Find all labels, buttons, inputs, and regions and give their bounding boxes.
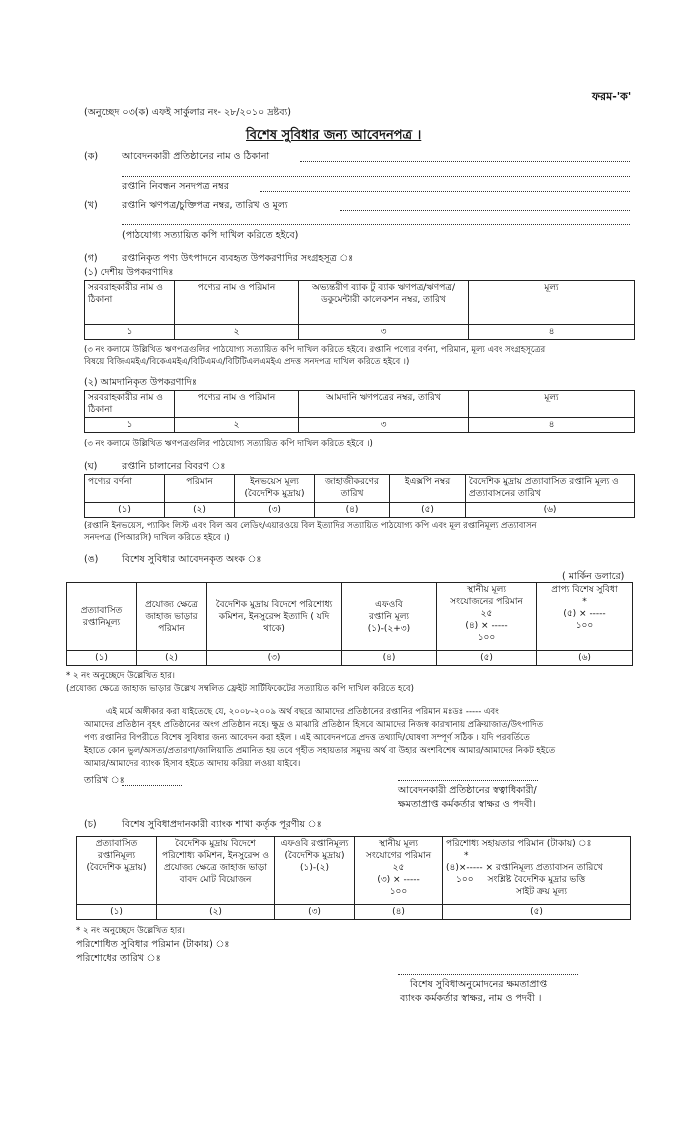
table-header: মূল্য bbox=[469, 281, 635, 325]
lc-label: রপ্তানি ঋণপত্র/চুক্তিপত্র নম্বর, তারিখ ও মূল্য bbox=[122, 200, 288, 211]
fob-sub: রপ্তানি মূল্য bbox=[368, 611, 410, 622]
table-header: প্রত্যাবাসিত রপ্তানিমূল্য (বৈদেশিক মুদ্রায়) bbox=[77, 837, 157, 905]
materials-heading: রপ্তানিকৃত পণ্য উৎপাদনে ব্যবহৃত উপকরণাদির সংগ্রহসূত্র ঃ bbox=[122, 253, 354, 264]
bank-heading: বিশেষ সুবিধাপ্রদানকারী ব্যাংক শাখা কর্তৃক পূরণীয় ঃ bbox=[122, 819, 322, 830]
table-header: সরবরাহকারীর নাম ও ঠিকানা bbox=[85, 391, 175, 418]
bank-sign-line-2: ব্যাংক কর্মকর্তার স্বাক্ষর, নাম ও পদবী । bbox=[400, 993, 542, 1004]
declaration-line-1: এই মর্মে অঙ্গীকার করা যাইতেছে যে, ২০০৮-২০০৯ অর্থ বছরে আমাদের প্রতিষ্ঠানের রপ্তানির পরিমান মঃডঃ ----- এবং bbox=[106, 707, 499, 717]
table-header bbox=[355, 837, 443, 905]
table-cell[interactable]: (৬) bbox=[537, 651, 633, 666]
local-value-den: ১০০ bbox=[477, 633, 496, 643]
bank-payable-formula: (৪)×----- × রপ্তানিমূল্য প্রত্যাবাসন তারিখে bbox=[446, 863, 603, 873]
table-cell[interactable]: ৩ bbox=[299, 325, 469, 340]
local-value-sub: সংযোজনের পরিমান bbox=[450, 597, 523, 607]
local-materials-table bbox=[84, 280, 635, 340]
table-cell[interactable]: (২) bbox=[157, 905, 275, 920]
table-header: সরবরাহকারীর নাম ও ঠিকানা bbox=[85, 281, 175, 325]
payment-date-label: পরিশোধের তারিখ ঃ bbox=[76, 953, 161, 964]
page-title: বিশেষ সুবিধার জন্য আবেদনপত্র । bbox=[246, 128, 422, 143]
table-header: পণ্যের নাম ও পরিমান bbox=[175, 281, 299, 325]
imported-materials-heading: (২) আমদানিকৃত উপকরণাদিঃ bbox=[84, 377, 197, 388]
applicant-name-label: আবেদনকারী প্রতিষ্ঠানের নাম ও ঠিকানা bbox=[122, 151, 270, 162]
section-umo-mark: (ঙ) bbox=[84, 554, 99, 565]
currency-note: ( মার্কিন ডলারে) bbox=[562, 571, 625, 582]
table-header: অভ্যন্তরীণ ব্যাক টু ব্যাক ঋণপত্র/ঋণপত্র/ডকুমেন্টারী কালেকশন নম্বর, তারিখ bbox=[299, 281, 469, 325]
bank-payable-label: পরিশোধ্য সহায়তার পরিমান (টাকায়) ঃ bbox=[446, 839, 592, 849]
bank-fob-label: এফওবি রপ্তানিমূল্য bbox=[280, 839, 349, 849]
local-value-label: স্থানীয় মূল্য bbox=[467, 585, 506, 595]
form-label: ফরম-'ক' bbox=[592, 90, 632, 103]
lc-field-2[interactable] bbox=[122, 224, 630, 225]
shipment-heading: রপ্তানি চালানের বিবরণ ঃ bbox=[122, 461, 226, 472]
table-cell[interactable]: (৪) bbox=[315, 503, 390, 518]
table-cell[interactable]: (৩) bbox=[275, 905, 355, 920]
table-header: বৈদেশিক মুদ্রায় বিদেশে পরিশোধ্য কমিশন, ইনসুরেন্স ও প্রযোজ্য ক্ষেত্রে জাহাজ ভাড়া বাবদ মোট বিয়োজন bbox=[157, 837, 275, 905]
paid-amount-label: পরিশোধিত সুবিধার পরিমান (টাকায়) ঃ bbox=[76, 939, 230, 950]
bank-table bbox=[76, 836, 631, 920]
table-cell[interactable]: (১) bbox=[77, 905, 157, 920]
table-header: প্রযোজ্য ক্ষেত্রে জাহাজ ভাড়ার পরিমান bbox=[137, 583, 207, 651]
lc-note: (পাঠযোগ্য সত্যায়িত কপি দাখিল করিতে হইবে) bbox=[122, 230, 299, 241]
table-cell[interactable]: ৪ bbox=[469, 418, 635, 433]
table-cell[interactable]: (১) bbox=[67, 651, 137, 666]
table-header bbox=[537, 583, 633, 651]
applicant-name-field[interactable] bbox=[300, 161, 630, 162]
table-header: বৈদেশিক মুদ্রায় প্রত্যাবাসিত রপ্তানি মূল্য ও প্রত্যাবাসনের তারিখ bbox=[466, 475, 635, 503]
bank-payable-den: ১০০ bbox=[456, 875, 474, 885]
section-gha-mark: (ঘ) bbox=[84, 461, 98, 472]
table-cell[interactable]: ২ bbox=[175, 325, 299, 340]
declaration-line-5: আমার/আমাদের ব্যাংক হিসাব হইতে আদায় করিয়া লওয়া যাইবে। bbox=[84, 759, 301, 769]
date-field[interactable] bbox=[122, 785, 182, 786]
bank-local-num: ২৫ bbox=[392, 863, 405, 873]
applicant-sign-line-1: আবেদনকারী প্রতিষ্ঠানের স্বত্বাধিকারী/ bbox=[398, 785, 537, 796]
bank-payable-rate-2: সাইট ক্রয় মূল্য bbox=[516, 887, 568, 897]
table-cell[interactable]: (৪) bbox=[355, 905, 443, 920]
table-cell[interactable]: (২) bbox=[165, 503, 235, 518]
table-cell[interactable]: ৩ bbox=[299, 418, 469, 433]
applicant-name-field-2[interactable] bbox=[122, 176, 630, 177]
table-header: বৈদেশিক মুদ্রায় বিদেশে পরিশোধ্য কমিশন, ইনসুরেন্স ইত্যাদি ( যদি থাকে) bbox=[207, 583, 342, 651]
table-cell[interactable]: (১) bbox=[85, 503, 165, 518]
table-cell[interactable]: (৫) bbox=[437, 651, 537, 666]
shipment-note-2: সনদপত্র (পিআরসি) দাখিল করিতে হইবে ।) bbox=[84, 533, 230, 543]
export-reg-label: রপ্তানি নিবন্ধন সনদপত্র নম্বর bbox=[122, 181, 229, 192]
table-header: ইনভয়েস মূল্য (বৈদেশিক মুদ্রায়) bbox=[235, 475, 315, 503]
table-header: জাহাজীকরণের তারিখ bbox=[315, 475, 390, 503]
lc-field[interactable] bbox=[340, 210, 630, 211]
table-cell[interactable]: ৪ bbox=[469, 325, 635, 340]
table-cell[interactable]: ১ bbox=[85, 325, 175, 340]
bank-local-den: ১০০ bbox=[389, 887, 408, 897]
bank-local-sub: সংযোগের পরিমান bbox=[365, 851, 432, 861]
table-cell[interactable]: ২ bbox=[175, 418, 299, 433]
bank-sign-line-1: বিশেষ সুবিধাঅনুমোদনের ক্ষমতাপ্রাপ্ত bbox=[410, 979, 548, 990]
table-header: আমদানি ঋণপত্রের নম্বর, তারিখ bbox=[299, 391, 469, 418]
table-header: পণ্যের বর্ণনা bbox=[85, 475, 165, 503]
declaration-line-4: ইহাতে কোন ভুল/অসত্য/প্রতারণা/জালিয়াতি প্রমানিত হয় তবে গৃহীত সহায়তার সমুদয় অর্থ বা উহার অংশবিশেষ আমার/আমাদের নিকট হইতে bbox=[84, 746, 556, 756]
local-materials-note-2: বিষয়ে বিজিএমইএ/বিকেএমইএ/বিটিএমএ/বিটিটিএলএমইএ প্রদত্ত সনদপত্র দাখিল করিতে হইবে ।) bbox=[84, 357, 410, 367]
shipment-table bbox=[84, 474, 635, 518]
table-header: পরিমান bbox=[165, 475, 235, 503]
table-header bbox=[437, 583, 537, 651]
section-ka-mark: (ক) bbox=[84, 151, 99, 162]
table-header: ইএক্সপি নম্বর bbox=[390, 475, 466, 503]
table-cell[interactable]: (৬) bbox=[466, 503, 635, 518]
table-cell[interactable]: (৫) bbox=[390, 503, 466, 518]
applicant-sign-line-2: ক্ষমতাপ্রাপ্ত কর্মকর্তার স্বাক্ষর ও পদবী। bbox=[398, 799, 536, 810]
benefit-label: প্রাপ্য বিশেষ সুবিধা bbox=[551, 585, 618, 595]
section-kha-mark: (খ) bbox=[84, 200, 98, 211]
local-materials-heading: (১) দেশীয় উপকরণাদিঃ bbox=[84, 267, 174, 278]
table-header: পণ্যের নাম ও পরিমান bbox=[175, 391, 299, 418]
bank-payable-rate: সংশ্লিষ্ট বৈদেশিক মুদ্রার ভত্তি bbox=[487, 875, 586, 885]
table-cell[interactable]: (৩) bbox=[235, 503, 315, 518]
claim-heading: বিশেষ সুবিধার আবেদনকৃত অংক ঃ bbox=[122, 554, 262, 565]
bank-local-formula: (৩) × ----- bbox=[377, 875, 420, 885]
benefit-star: * bbox=[582, 597, 587, 607]
shipment-note-1: (রপ্তানি ইনভয়েস, প্যাকিং লিস্ট এবং বিল অব লেডিং/এয়ারওয়ে বিল ইত্যাদির সত্যায়িত পাঠযোগ্য কপি এবং মূল রপ্তানিমূল্য প্রত্যাবাসন bbox=[84, 521, 537, 531]
table-header bbox=[275, 837, 355, 905]
table-header: প্রত্যাবাসিত রপ্তানিমূল্য bbox=[67, 583, 137, 651]
bank-local-label: স্থানীয় মূল্য bbox=[379, 839, 418, 849]
section-cha-mark: (চ) bbox=[84, 819, 97, 830]
table-cell[interactable]: (২) bbox=[137, 651, 207, 666]
imported-materials-table bbox=[84, 390, 635, 433]
date-label: তারিখ ঃ bbox=[84, 775, 125, 786]
reference-text: (অনুচ্ছেদ ০৩(ক) এফই সার্কুলার নং- ২৮/২০১০ দ্রষ্টব্য) bbox=[84, 107, 291, 118]
local-value-formula: (৪) × ----- bbox=[465, 621, 508, 631]
table-cell[interactable]: (৪) bbox=[342, 651, 437, 666]
table-header: মূল্য bbox=[469, 391, 635, 418]
table-cell[interactable]: (৫) bbox=[443, 905, 631, 920]
bank-signature-field[interactable] bbox=[398, 974, 578, 975]
claim-star-note: * ২ নং অনুচ্ছেদে উল্লেখিত হার। bbox=[66, 671, 175, 681]
table-cell[interactable]: ১ bbox=[85, 418, 175, 433]
table-header bbox=[443, 837, 631, 905]
local-value-num: ২৫ bbox=[480, 609, 493, 619]
bank-fob-sub: (বৈদেশিক মুদ্রায়) bbox=[284, 851, 345, 861]
imported-materials-note: (৩ নং কলামে উল্লিখিত ঋণপত্রগুলির পাঠযোগ্য সত্যায়িত কপি দাখিল করিতে হইবে ।) bbox=[84, 439, 373, 449]
claim-table bbox=[66, 582, 633, 666]
benefit-den: ১০০ bbox=[575, 621, 594, 631]
signature-field[interactable] bbox=[398, 780, 538, 781]
declaration-line-2: আমাদের প্রতিষ্ঠান বৃহৎ প্রতিষ্ঠানের অংগ প্রতিষ্ঠান নহে। ক্ষুদ্র ও মাঝারি প্রতিষ্ঠান হিসবে আমাদের নিজস্ব কারখানায় প্রক্রিয়াজাত/উৎপাদিত bbox=[84, 720, 544, 730]
freight-note: (প্রযোজ্য ক্ষেত্রে জাহাজ ভাড়ার উল্লেখ সম্বলিত ফ্রেইট সার্টিফিকেটের সত্যায়িত কপি দাখিল করিতে হবে) bbox=[66, 684, 414, 694]
declaration-line-3: পণ্য রপ্তানির বিপরীতে বিশেষ সুবিধার জন্য আবেদন করা হইল । এই আবেদনপত্রে প্রদত্ত তথ্যাদি/ঘোষণা সম্পূর্ণ সঠিক । যদি পরবর্তিতে bbox=[84, 733, 530, 743]
benefit-formula: (৫) × ----- bbox=[563, 609, 606, 619]
table-header bbox=[342, 583, 437, 651]
table-cell[interactable]: (৩) bbox=[207, 651, 342, 666]
bank-star-note: * ২ নং অনুচ্ছেদে উল্লেখিত হার। bbox=[76, 926, 185, 936]
bank-fob-formula: (১)-(২) bbox=[300, 863, 329, 873]
section-ga-mark: (গ) bbox=[84, 253, 98, 264]
local-materials-note-1: (৩ নং কলামে উল্লিখিত ঋণপত্রগুলির পাঠযোগ্য সত্যায়িত কপি দাখিল করিতে হইবে। রপ্তানি পণ্যের বর্ণনা, পরিমান, মূল্য এবং সংগ্রহসূত্রের bbox=[84, 345, 546, 355]
export-reg-field[interactable] bbox=[260, 191, 630, 192]
bank-payable-star: * bbox=[464, 851, 469, 861]
fob-formula: (১)-(২+৩) bbox=[367, 623, 411, 634]
fob-label: এফওবি bbox=[375, 599, 403, 610]
